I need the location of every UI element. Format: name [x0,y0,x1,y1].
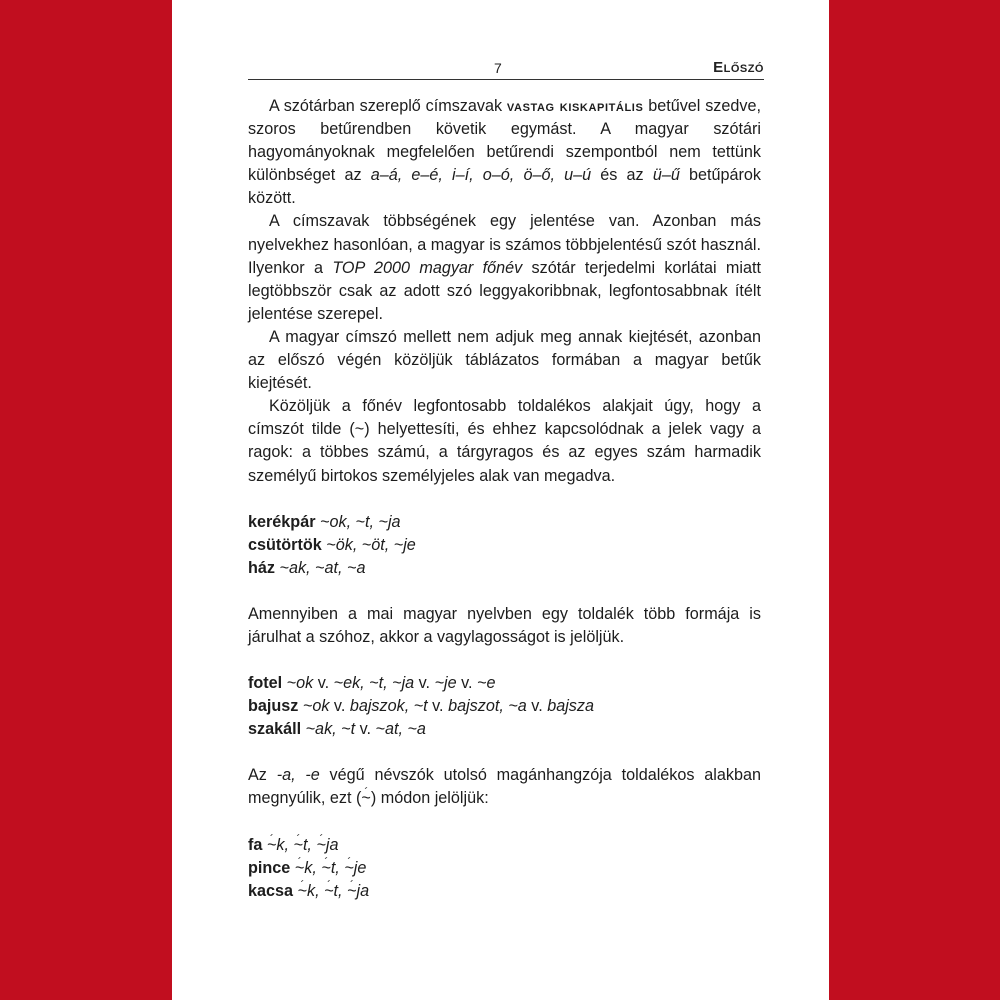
example-entry: kerékpár ~ok, ~t, ~ja [248,512,401,531]
example-entry: bajusz ~ok v. bajszok, ~t v. bajszot, ~a v. bajsza [248,697,594,716]
page-body [248,95,761,903]
paragraph-6: Az -a, -e végű névszók utolsó magánhangzója toldalékos alakban megnyúlik, ezt (´ ~) módon jelöljük: [248,764,761,810]
header-rule [248,79,764,80]
paragraph-5: Amennyiben a mai magyar nyelvben egy toldalék több formája is járulhat a szóhoz, akkor a vagylagosságot is jelöljük. [248,604,761,646]
smallcaps-term: vastag kiskapitális [506,98,644,115]
chapter-title: Előszó [713,59,764,76]
lengthening-tilde-symbol: ´ ~ [361,787,370,810]
paragraph-3: A magyar címszó mellett nem adjuk meg annak kiejtését, azonban az előszó végén közöljük táblázatos formában a magyar betűk kiejtését. [248,327,761,393]
example-entry: fotel ~ok v. ~ek, ~t, ~ja v. ~je v. ~e [248,674,496,693]
dictionary-title: TOP 2000 magyar főnév [332,258,523,277]
paragraph-2: A címszavak többségének egy jelentése van. Azonban más nyelvekhez hasonlóan, a magyar is számos többjelentésű szót használ. Ilyenkor a TOP 2000 magyar főnév szótár terjedelmi korlátai miatt legtöbbször csak az adott szó leggyakoribbnak, legfontosabbnak ítélt jelentése szerepel. [248,212,761,323]
example-entry: szakáll ~ak, ~t v. ~at, ~a [248,720,426,739]
book-page [172,0,829,1000]
paragraph-1: A szótárban szereplő címszavak vastag kiskapitális betűvel szedve, szoros betűrendben követik egymást. A magyar szótári hagyományoknak megfelelően betűrendi szempontból nem tettünk különbséget az a–á, e–é, i–í, o–ó, ö–ő, u–ú és az ü–ű betűpárok között. [248,97,762,208]
example-entry: ház ~ak, ~at, ~a [248,558,366,577]
page-number: 7 [494,60,502,76]
example-entry: kacsa ´ ~k, ´ ~t, ´ ~ja [248,880,761,903]
example-entry: fa ´ ~k, ´ ~t, ´ ~ja [248,834,761,857]
example-entry: csütörtök ~ök, ~öt, ~je [248,535,416,554]
paragraph-4: Közöljük a főnév legfontosabb toldalékos alakjait úgy, hogy a címszót tilde (~) helyettesíti, és ehhez kapcsolódnak a jelek vagy a ragok: a többes számú, a tárgyragos és az egyes szám harmadik személyű birtokos személyjeles alak van megadva. [248,397,761,485]
example-entry: pince ´ ~k, ´ ~t, ´ ~je [248,857,761,880]
